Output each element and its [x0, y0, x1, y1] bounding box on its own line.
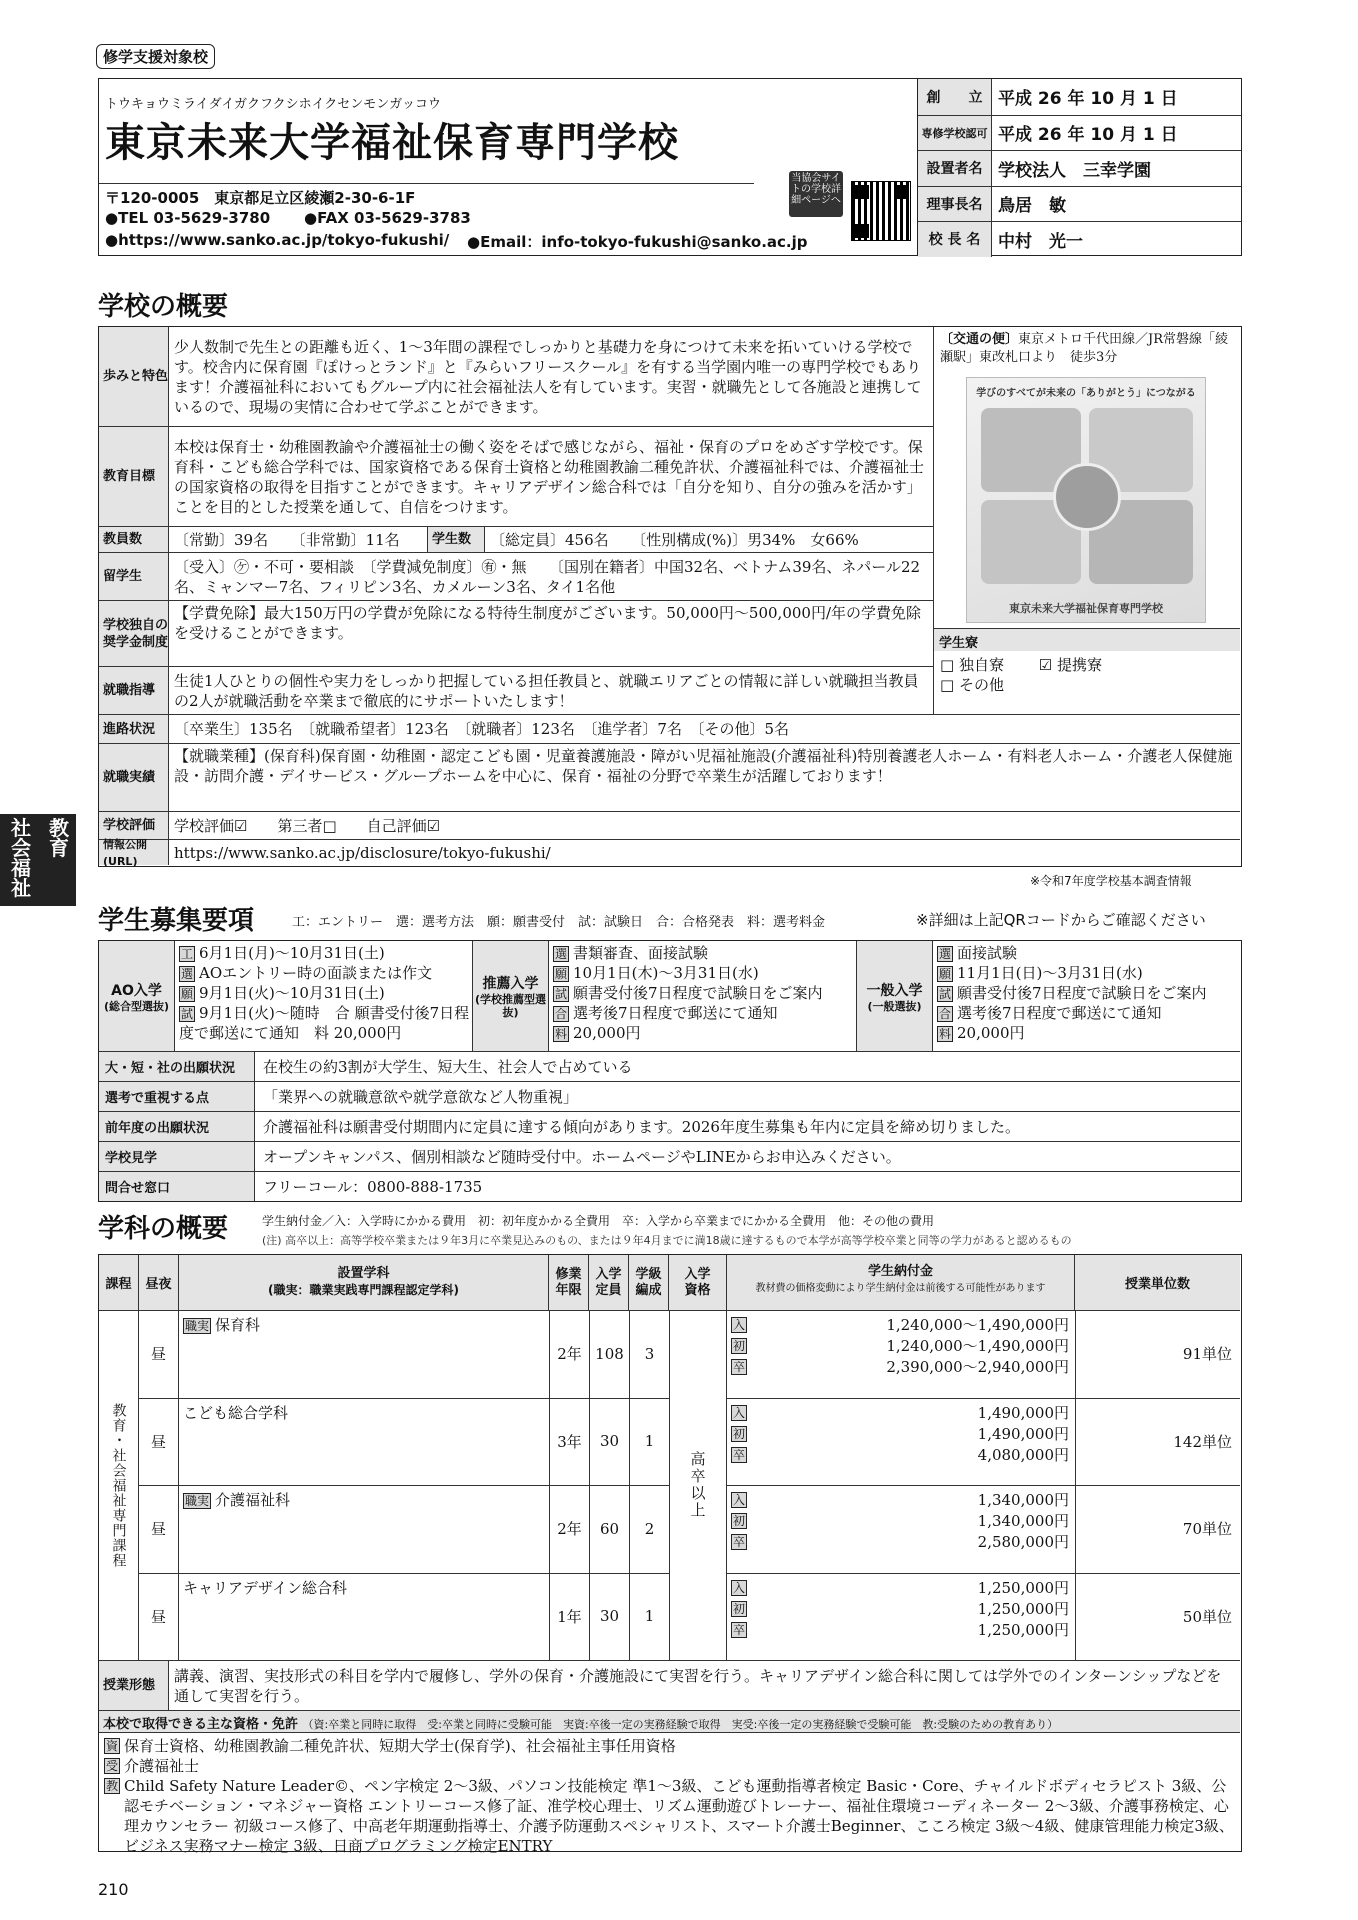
jugyo-text: 講義、演習、実技形式の科目を学内で履修し、学外の保育・介護施設にて実習を行う。キャリアデザイン総合科に関しては学外でのインターンシップなどを通して実習を行う。 [174, 1666, 1222, 1705]
shikaku-row [104, 1776, 1235, 1856]
step-icon: 選 [181, 967, 194, 981]
course-name: 介護福祉科 [215, 1491, 291, 1509]
course-chuya: 昼 [139, 1573, 179, 1661]
ao-line [179, 983, 470, 1003]
head-gakka-sub: (職実：職業実践専門課程認定学科) [268, 1283, 459, 1297]
shushoku-label: 就職指導 [99, 667, 169, 714]
fee-key: 初 [733, 1426, 746, 1441]
ryo-option-1: □ 独自寮 [940, 656, 1004, 674]
course-chuya: 昼 [139, 1398, 179, 1486]
suisen-line [553, 943, 854, 963]
fee-value: 1,250,000円 [977, 1620, 1069, 1639]
fee-key: 卒 [733, 1622, 746, 1637]
course-teiin: 60 [589, 1485, 629, 1573]
jugyo-label: 授業形態 [99, 1661, 169, 1710]
ippan-line [937, 963, 1238, 983]
ippan-label: 一般入学 [866, 982, 923, 999]
info-label: 理事長名 [918, 187, 992, 222]
course-nen: 3年 [549, 1398, 589, 1486]
step-icon: 料 [939, 1027, 952, 1041]
course-nen: 1年 [549, 1573, 589, 1661]
head-katei: 課程 [99, 1255, 139, 1310]
suisen-label: 推薦入学 [482, 976, 539, 992]
gakka-table [98, 1254, 1242, 1855]
school-tel: ●TEL 03-5629-3780 [105, 209, 271, 227]
overview-footnote: ※令和7年度学校基本調査情報 [1030, 874, 1192, 888]
katei-name: 教育・社会福祉専門課程 [110, 1402, 127, 1568]
step-icon: 工 [181, 947, 194, 961]
ryo-option-2: ☑ 提携寮 [1038, 656, 1102, 674]
course-tani: 142単位 [1075, 1398, 1240, 1486]
step-text: 20,000円 [573, 1024, 641, 1042]
shikaku-head: 本校で取得できる主な資格・免許 [103, 1717, 299, 1732]
course-tani: 91単位 [1075, 1310, 1240, 1398]
shokujitsu-tag: 職実 [185, 1494, 210, 1508]
step-text: 9月1日(火)～10月31日(土) [199, 984, 385, 1002]
head-nofu: 学生納付金 [867, 1264, 933, 1279]
suisen-line [553, 1003, 854, 1023]
fee-value: 1,340,000円 [977, 1491, 1069, 1509]
step-text: 9月1日(火)～随時 合 願書受付後7日程度で郵送にて通知 料 20,000円 [179, 1004, 470, 1042]
joho-label: 情報公開(URL) [99, 840, 169, 865]
head-tani: 授業単位数 [1124, 1277, 1190, 1292]
jisseki-label: 就職実績 [99, 744, 169, 811]
mokuhyo-text: 本校は保育士・幼稚園教諭や介護福祉士の働く姿をそばで感じながら、福祉・保育のプロをめざす学校です。保育科・こども総合学科では、国家資格である保育士資格と幼稚園教諭二種免許状、介護福祉科では、介護福祉士の国家資格の取得を目指すことができます。キャリアデザイン総合科では「自分を知り、自分の強みを活かす」ことを目的とした授業を通して、自信をつけます。 [174, 437, 925, 516]
course-name: キャリアデザイン総合科 [183, 1578, 347, 1597]
side-tab [0, 814, 76, 906]
step-icon: 試 [181, 1007, 194, 1021]
step-icon: 選 [939, 947, 952, 961]
photo-people [981, 408, 1193, 584]
school-email[interactable]: ●Email：info-tokyo-fukushi@sanko.ac.jp [467, 233, 808, 251]
boshu-box [98, 940, 1242, 1202]
side-tab-char: 社 [11, 816, 31, 840]
course-chuya: 昼 [139, 1485, 179, 1573]
hyoka-label: 学校評価 [99, 812, 169, 839]
side-tab-char: 会 [11, 836, 31, 860]
shinro-text: 〔卒業生〕135名 〔就職希望者〕123名 〔就職者〕123名 〔進学者〕7名 〔その他〕5名 [174, 720, 789, 738]
info-label: 校 長 名 [918, 222, 992, 257]
ryugaku-label: 留学生 [99, 553, 169, 600]
course-teiin: 30 [589, 1398, 629, 1486]
step-text: 選考後7日程度で郵送にて通知 [573, 1004, 778, 1022]
step-text: 6月1日(月)～10月31日(土) [199, 944, 385, 962]
photo-caption: 学びのすべてが未来の「ありがとう」につながる [976, 388, 1196, 399]
school-fax: ●FAX 03-5629-3783 [304, 209, 471, 227]
fee-value: 1,240,000～1,490,000円 [886, 1316, 1069, 1334]
boshu-note: ※詳細は上記QRコードからご確認ください [916, 911, 1206, 929]
ayumi-label: 歩みと特色 [99, 327, 169, 426]
access-text: 東京メトロ千代田線／JR常磐線「綾瀬駅」東改札口より 徒歩3分 [940, 332, 1229, 365]
fee-key: 初 [733, 1601, 746, 1616]
course-name: 保育科 [215, 1316, 261, 1334]
side-tab-char: 教 [49, 816, 69, 840]
head-nofu-sub: 教材費の価格変動により学生納付金は前後する可能性があります [755, 1283, 1046, 1294]
course-hensei: 2 [629, 1485, 669, 1573]
kyoin-label: 教員数 [99, 527, 169, 552]
shogaku-text: 【学費免除】最大150万円の学費が免除になる特待生制度がございます。50,000円～500,000円/年の学費免除を受けることができます。 [174, 604, 922, 642]
fee-value: 2,390,000～2,940,000円 [886, 1358, 1069, 1376]
ao-line [179, 963, 470, 983]
info-label: 専修学校認可 [918, 116, 992, 151]
support-badge: 修学支援対象校 [96, 44, 215, 69]
step-icon: 料 [555, 1027, 568, 1041]
qr-code[interactable] [851, 181, 911, 241]
head-shikaku: 入学資格 [669, 1255, 727, 1310]
shikaku-key: 教 [106, 1779, 119, 1793]
step-text: 20,000円 [957, 1024, 1025, 1042]
fee-key: 卒 [733, 1447, 746, 1462]
ao-label: AO入学 [111, 982, 162, 999]
fee-value: 1,490,000円 [977, 1403, 1069, 1422]
kyoin-text: 〔常勤〕39名 〔非常勤〕11名 [174, 530, 400, 549]
shushoku-text: 生徒1人ひとりの個性や実力をしっかり把握している担任教員と、就職エリアごとの情報に詳しい就職担当教員の2人が就職活動を卒業まで徹底的にサポートいたします！ [174, 671, 919, 710]
photo-logo: 東京未来大学福祉保育専門学校 [1009, 602, 1163, 615]
boshu-row-value: フリーコール：0800-888-1735 [263, 1178, 483, 1196]
fee-key: 入 [733, 1580, 746, 1595]
step-icon: 願 [181, 987, 194, 1001]
info-value: 平成 26 年 10 月 1 日 [998, 125, 1178, 146]
school-kana: トウキョウミライダイガクフクシホイクセンモンガッコウ [105, 97, 442, 112]
head-gakka: 設置学科 [337, 1266, 390, 1281]
shikaku-value: 介護福祉士 [124, 1757, 200, 1775]
nyugaku-shikaku: 高卒以上 [688, 1451, 707, 1519]
step-text: 選考後7日程度で郵送にて通知 [957, 1004, 1162, 1022]
info-label: 創 立 [918, 79, 992, 115]
step-text: AOエントリー時の面談または作文 [199, 964, 433, 982]
side-tab-char: 育 [49, 836, 69, 860]
head-hensei: 学級編成 [629, 1255, 669, 1310]
joho-url[interactable]: https://www.sanko.ac.jp/disclosure/tokyo-fukushi/ [174, 843, 551, 862]
step-icon: 願 [555, 967, 568, 981]
step-icon: 選 [555, 947, 568, 961]
boshu-legend: 工：エントリー 選：選考方法 願：願書受付 試：試験日 合：合格発表 料：選考料金 [292, 915, 826, 930]
shikaku-row [104, 1756, 1235, 1776]
shikaku-value: Child Safety Nature Leader©、ペン字検定 2～3級、パソコン技能検定 準1～3級、こども運動指導者検定 Basic・Core、チャイルドボディセラピスト 3級、公認モチベーション・マネジャー資格 エントリーコース修了証、准学校心理士、リズム運動遊びトレーナー、福祉住環境コーディネーター 2～3級、介護事務検定、心理カウンセラー 初級コース修了、中高老年期運動指導士、介護予防運動スペシャリスト、スマート介護士Beginner、こころ検定 3級～4級、健康管理能力検定3級、ビジネス実務マナー検定 3級、日商プログラミング検定ENTRY [124, 1777, 1234, 1855]
ippan-line [937, 943, 1238, 963]
shikaku-key: 資 [106, 1739, 119, 1753]
fee-value: 2,580,000円 [977, 1533, 1069, 1551]
fee-value: 1,250,000円 [977, 1599, 1069, 1618]
boshu-title: 学生募集要項 [98, 906, 255, 936]
gakusei-text: 〔総定員〕456名 〔性別構成(%)〕男34% 女66% [490, 530, 859, 549]
fee-value: 1,340,000円 [977, 1512, 1069, 1530]
ao-line [179, 943, 470, 963]
info-table [917, 78, 1242, 256]
boshu-row-label: 選考で重視する点 [99, 1082, 255, 1111]
ippan-line [937, 1003, 1238, 1023]
course-tani: 70単位 [1075, 1485, 1240, 1573]
info-value: 平成 26 年 10 月 1 日 [998, 89, 1178, 110]
course-nen: 2年 [549, 1310, 589, 1398]
school-name: 東京未来大学福祉保育専門学校 [105, 120, 679, 166]
jisseki-text: 【就職業種】(保育科)保育園・幼稚園・認定こども園・児童養護施設・障がい児福祉施設(介護福祉科)特別養護老人ホーム・有料老人ホーム・介護老人保健施設・訪問介護・デイサービス・グループホームを中心に、保育・福祉の分野で卒業生が活躍しております！ [174, 747, 1233, 785]
ayumi-text: 少人数制で先生との距離も近く、1～3年間の課程でしっかりと基礎力を身につけて未来を拓いていける学校です。校舎内に保育園『ぽけっとランド』と『みらいフリースクール』を有する当学園内唯一の専門学校でもあります！介護福祉科においてもグループ内に社会福祉法人を有しています。実習・就職先として各施設と連携しているので、現場の実情に合わせて学ぶことができます。 [174, 337, 922, 416]
fee-value: 1,240,000～1,490,000円 [886, 1337, 1069, 1355]
step-text: 願書受付後7日程度で試験日をご案内 [957, 984, 1207, 1002]
shikaku-value: 保育士資格、幼稚園教諭二種免許状、短期大学士(保育学)、社会福祉主事任用資格 [124, 1737, 676, 1755]
step-icon: 試 [555, 987, 568, 1001]
ryugaku-text: 〔受入〕㋘・不可・要相談 〔学費減免制度〕㊒・無 〔国別在籍者〕中国32名、ベトナム39名、ネパール22名、ミャンマー7名、フィリピン3名、カメルーン3名、タイ1名他 [174, 557, 921, 596]
course-name: こども総合学科 [183, 1403, 289, 1422]
mokuhyo-label: 教育目標 [99, 427, 169, 526]
course-chuya: 昼 [139, 1310, 179, 1398]
side-tab-char: 福 [11, 856, 31, 880]
gakka-legend: 学生納付金／入：入学時にかかる費用 初：初年度かかる全費用 卒：入学から卒業までにかかる全費用 他：その他の費用 [262, 1214, 935, 1228]
fee-key: 入 [733, 1493, 746, 1507]
fee-key: 初 [733, 1514, 746, 1528]
shogaku-label: 学校独自の奨学金制度 [99, 601, 169, 666]
boshu-row-label: 学校見学 [99, 1142, 255, 1171]
overview-box [98, 326, 1242, 867]
school-address: 〒120-0005 東京都足立区綾瀬2-30-6-1F [105, 189, 416, 207]
course-hensei: 3 [629, 1310, 669, 1398]
ryo-label: 学生寮 [934, 629, 1240, 651]
boshu-row-label: 大・短・社の出願状況 [99, 1052, 255, 1081]
fee-key: 卒 [733, 1535, 746, 1549]
hyoka-text: 学校評価☑ 第三者□ 自己評価☑ [174, 816, 441, 835]
step-text: 面接試験 [957, 944, 1018, 962]
gakka-note: (注) 高卒以上：高等学校卒業または９年3月に卒業見込みのもの、または９年4月までに満18歳に達するもので本学が高等学校卒業と同等の学力があると認めるもの [262, 1234, 1072, 1247]
boshu-row-label: 前年度の出願状況 [99, 1112, 255, 1141]
shikaku-legend: （資:卒業と同時に取得 受:卒業と同時に受験可能 実資:卒後一定の実務経験で取得 実受:卒後一定の実務経験で受験可能 教:受験のための教育あり） [302, 1718, 1059, 1731]
course-hensei: 1 [629, 1398, 669, 1486]
shikaku-key: 受 [106, 1759, 119, 1773]
shinro-label: 進路状況 [99, 715, 169, 743]
ippan-sub: (一般選抜) [867, 999, 922, 1013]
fee-key: 初 [733, 1339, 746, 1353]
boshu-row-label: 問合せ窓口 [99, 1172, 255, 1201]
info-value: 鳥居 敏 [998, 196, 1066, 217]
gakusei-label: 学生数 [427, 527, 485, 552]
boshu-row-value: 在校生の約3割が大学生、短大生、社会人で占めている [263, 1058, 633, 1076]
ao-sub: (総合型選抜) [103, 999, 170, 1013]
boshu-row-value: オープンキャンパス、個別相談など随時受付中。ホームページやLINEからお申込みください。 [263, 1148, 901, 1166]
gakka-title: 学科の概要 [98, 1214, 229, 1244]
step-text: 11月1日(日)～3月31日(水) [957, 964, 1143, 982]
school-photo [966, 377, 1206, 623]
ippan-line [937, 983, 1238, 1003]
step-text: 願書受付後7日程度で試験日をご案内 [573, 984, 823, 1002]
step-text: 書類審査、面接試験 [573, 944, 709, 962]
side-tab-char: 祉 [11, 876, 31, 900]
step-icon: 合 [939, 1007, 952, 1021]
shikaku-row [104, 1736, 1235, 1756]
course-nen: 2年 [549, 1485, 589, 1573]
fee-value: 1,490,000円 [977, 1424, 1069, 1443]
step-icon: 願 [939, 967, 952, 981]
boshu-row-value: 介護福祉科は願書受付期間内に定員に達する傾向があります。2026年度生募集も年内に定員を締め切りました。 [263, 1118, 1020, 1136]
head-nen: 修業年限 [549, 1255, 589, 1310]
suisen-sub: (学校推薦型選抜) [474, 993, 547, 1019]
fee-key: 卒 [733, 1360, 746, 1374]
info-value: 学校法人 三幸学園 [998, 160, 1151, 181]
course-tani: 50単位 [1075, 1573, 1240, 1661]
info-label: 設置者名 [918, 151, 992, 186]
head-chuya: 昼夜 [139, 1255, 179, 1310]
overview-title: 学校の概要 [98, 292, 229, 322]
step-text: 10月1日(木)～3月31日(水) [573, 964, 759, 982]
info-value: 中村 光一 [998, 231, 1083, 252]
ryo-option-3: □ その他 [940, 676, 1004, 694]
course-teiin: 30 [589, 1573, 629, 1661]
boshu-row-value: 「業界への就職意欲や就学意欲など人物重視」 [263, 1088, 579, 1106]
head-teiin: 入学定員 [589, 1255, 629, 1310]
step-icon: 合 [555, 1007, 568, 1021]
page-number: 210 [98, 1880, 129, 1899]
suisen-line [553, 983, 854, 1003]
course-hensei: 1 [629, 1573, 669, 1661]
ao-line [179, 1003, 470, 1043]
suisen-line [553, 1023, 854, 1043]
school-url[interactable]: ●https://www.sanko.ac.jp/tokyo-fukushi/ [105, 231, 450, 249]
access-label: 〔交通の便〕 [940, 332, 1019, 347]
fee-key: 入 [733, 1405, 746, 1420]
fee-value: 4,080,000円 [977, 1445, 1069, 1464]
suisen-line [553, 963, 854, 983]
step-icon: 試 [939, 987, 952, 1001]
school-header [98, 78, 919, 256]
course-teiin: 108 [589, 1310, 629, 1398]
ippan-line [937, 1023, 1238, 1043]
shokujitsu-tag: 職実 [185, 1319, 210, 1333]
fee-key: 入 [733, 1318, 746, 1332]
qr-note: 当協会サイトの学校詳細ページへ [789, 171, 843, 217]
fee-value: 1,250,000円 [977, 1578, 1069, 1597]
